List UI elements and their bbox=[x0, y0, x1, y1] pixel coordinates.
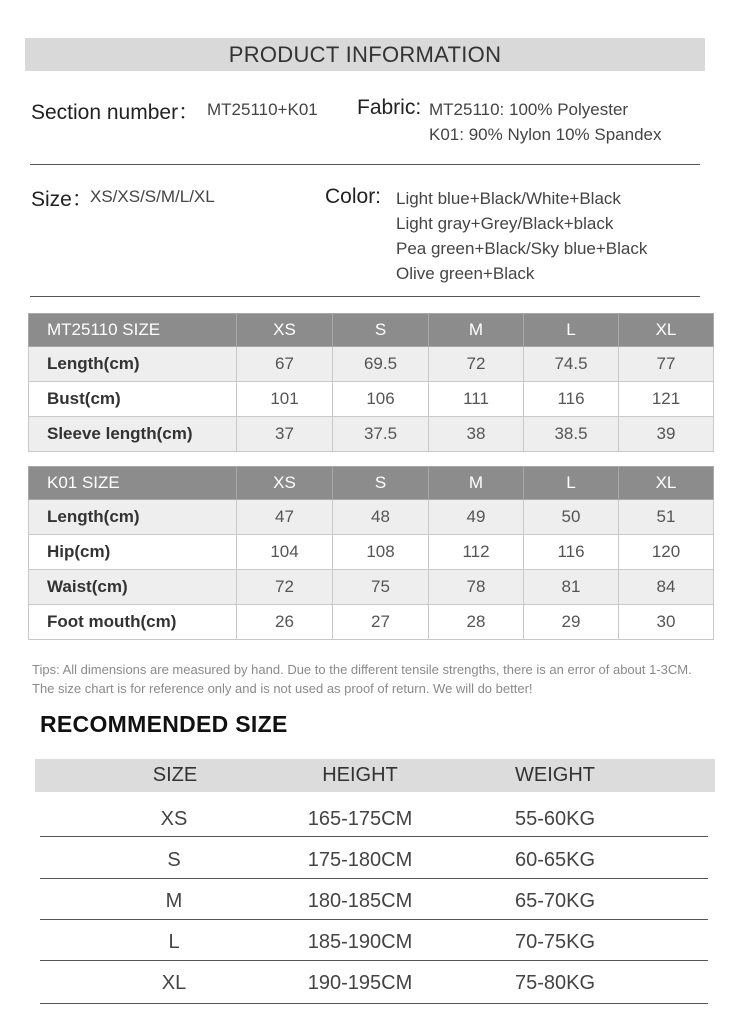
table-header-row bbox=[29, 314, 714, 347]
table-header-cell: MT25110 SIZE bbox=[29, 314, 237, 347]
table-header-cell: XS bbox=[237, 314, 333, 347]
table-header-cell: L bbox=[524, 467, 619, 500]
recommended-row bbox=[0, 840, 750, 881]
rec-size: S bbox=[167, 849, 181, 871]
table-header-cell: M bbox=[429, 467, 524, 500]
table-cell: 72 bbox=[237, 570, 333, 605]
table-header-cell: L bbox=[524, 314, 619, 347]
table-cell: 30 bbox=[619, 605, 714, 640]
row-divider bbox=[40, 878, 708, 879]
table-header-cell: K01 SIZE bbox=[29, 467, 237, 500]
table-cell: 50 bbox=[524, 500, 619, 535]
rec-weight: 55-60KG bbox=[514, 808, 596, 830]
table-cell: 116 bbox=[524, 535, 619, 570]
table-cell: 26 bbox=[237, 605, 333, 640]
color-label: Color: bbox=[325, 185, 382, 208]
fabric-label: Fabric: bbox=[357, 96, 422, 119]
color-line: Light gray+Grey/Black+black bbox=[396, 214, 614, 233]
table-cell: 84 bbox=[619, 570, 714, 605]
rec-height: 190-195CM bbox=[307, 972, 413, 994]
color-line: Light blue+Black/White+Black bbox=[396, 189, 621, 208]
table-header-cell: XL bbox=[619, 467, 714, 500]
row-label: Bust(cm) bbox=[29, 382, 237, 417]
table-cell: 106 bbox=[333, 382, 429, 417]
table-cell: 116 bbox=[524, 382, 619, 417]
table-cell: 75 bbox=[333, 570, 429, 605]
recommended-header-row bbox=[35, 759, 715, 792]
rec-weight: 75-80KG bbox=[514, 972, 596, 994]
table-cell: 111 bbox=[429, 382, 524, 417]
row-label: Length(cm) bbox=[29, 347, 237, 382]
divider bbox=[30, 164, 700, 165]
table-header-cell: S bbox=[333, 314, 429, 347]
row-label: Sleeve length(cm) bbox=[29, 417, 237, 452]
recommended-row bbox=[0, 963, 750, 1004]
table-cell: 48 bbox=[333, 500, 429, 535]
product-information-banner: PRODUCT INFORMATION bbox=[25, 38, 705, 71]
table-cell: 69.5 bbox=[333, 347, 429, 382]
recommended-row bbox=[0, 881, 750, 922]
color-line: Olive green+Black bbox=[396, 264, 535, 283]
rec-height: 180-185CM bbox=[307, 890, 413, 912]
table-cell: 112 bbox=[429, 535, 524, 570]
rec-size: M bbox=[165, 890, 183, 912]
table-cell: 78 bbox=[429, 570, 524, 605]
table-header-cell: S bbox=[333, 467, 429, 500]
section-number-value: MT25110+K01 bbox=[207, 100, 318, 119]
row-divider bbox=[40, 960, 708, 961]
rec-size: L bbox=[168, 931, 180, 953]
table-cell: 29 bbox=[524, 605, 619, 640]
table-row bbox=[29, 605, 714, 640]
table-cell: 104 bbox=[237, 535, 333, 570]
table-cell: 101 bbox=[237, 382, 333, 417]
rec-height: 175-180CM bbox=[307, 849, 413, 871]
table-cell: 28 bbox=[429, 605, 524, 640]
table-cell: 51 bbox=[619, 500, 714, 535]
table-cell: 77 bbox=[619, 347, 714, 382]
header-weight: WEIGHT bbox=[515, 764, 595, 786]
row-label: Foot mouth(cm) bbox=[29, 605, 237, 640]
table-cell: 81 bbox=[524, 570, 619, 605]
rec-weight: 70-75KG bbox=[514, 931, 596, 953]
section-number-label: Section number： bbox=[31, 101, 200, 124]
table-cell: 108 bbox=[333, 535, 429, 570]
rec-height: 185-190CM bbox=[307, 931, 413, 953]
table-cell: 37.5 bbox=[333, 417, 429, 452]
size-label: Size： bbox=[31, 188, 93, 211]
table-row bbox=[29, 500, 714, 535]
table-cell: 47 bbox=[237, 500, 333, 535]
size-value: XS/XS/S/M/L/XL bbox=[90, 187, 215, 206]
tips-note: Tips: All dimensions are measured by hand. Due to the different tensile strengths, there is an error of about 1-3CM. The size chart is for reference only and is not used as proof of return. We will do better! bbox=[32, 662, 692, 696]
row-label: Hip(cm) bbox=[29, 535, 237, 570]
header-height: HEIGHT bbox=[322, 764, 398, 786]
rec-weight: 60-65KG bbox=[514, 849, 596, 871]
table-cell: 49 bbox=[429, 500, 524, 535]
color-line: Pea green+Black/Sky blue+Black bbox=[396, 239, 648, 258]
table-row bbox=[29, 535, 714, 570]
rec-height: 165-175CM bbox=[307, 808, 413, 830]
table-cell: 121 bbox=[619, 382, 714, 417]
table-cell: 38.5 bbox=[524, 417, 619, 452]
table-cell: 38 bbox=[429, 417, 524, 452]
table-cell: 120 bbox=[619, 535, 714, 570]
row-divider bbox=[40, 919, 708, 920]
divider bbox=[30, 296, 700, 297]
table-cell: 74.5 bbox=[524, 347, 619, 382]
row-divider bbox=[40, 1003, 708, 1004]
table-row bbox=[29, 570, 714, 605]
table-header-cell: XS bbox=[237, 467, 333, 500]
fabric-line: K01: 90% Nylon 10% Spandex bbox=[429, 125, 662, 144]
row-label: Waist(cm) bbox=[29, 570, 237, 605]
table-cell: 39 bbox=[619, 417, 714, 452]
mt25110-size-table bbox=[28, 313, 714, 452]
table-header-row bbox=[29, 467, 714, 500]
table-header-cell: XL bbox=[619, 314, 714, 347]
header-size: SIZE bbox=[152, 764, 198, 786]
row-divider bbox=[40, 836, 708, 837]
table-header-cell: M bbox=[429, 314, 524, 347]
table-row bbox=[29, 382, 714, 417]
rec-size: XL bbox=[161, 972, 187, 994]
row-label: Length(cm) bbox=[29, 500, 237, 535]
table-cell: 72 bbox=[429, 347, 524, 382]
recommended-size-title: RECOMMENDED SIZE bbox=[40, 711, 288, 737]
table-row bbox=[29, 417, 714, 452]
k01-size-table bbox=[28, 466, 714, 640]
table-row bbox=[29, 347, 714, 382]
fabric-line: MT25110: 100% Polyester bbox=[429, 100, 629, 119]
rec-weight: 65-70KG bbox=[514, 890, 596, 912]
table-cell: 27 bbox=[333, 605, 429, 640]
rec-size: XS bbox=[160, 808, 188, 830]
recommended-row bbox=[0, 922, 750, 963]
table-cell: 67 bbox=[237, 347, 333, 382]
table-cell: 37 bbox=[237, 417, 333, 452]
recommended-row bbox=[0, 799, 750, 840]
